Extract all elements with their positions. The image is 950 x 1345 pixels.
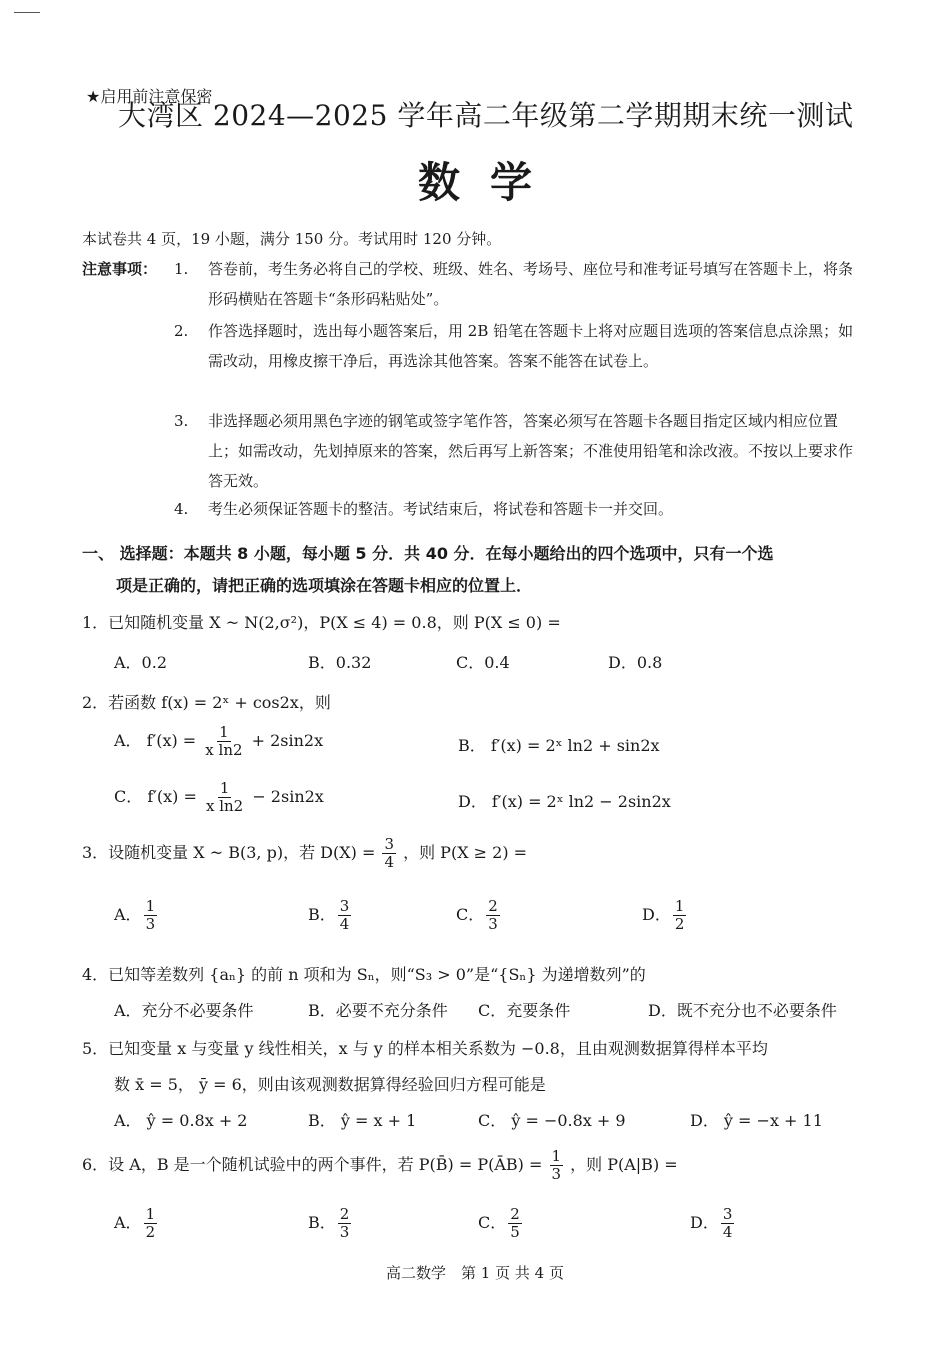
frac-num: 1 <box>145 897 156 915</box>
q6-stem <box>82 1148 678 1183</box>
q6-stem-post: ，则 P(A|B) = <box>570 1155 678 1174</box>
q6-option-a <box>114 1206 159 1241</box>
q2-option-d: D． f′(x) = 2ˣ ln2 − 2sin2x <box>458 792 671 811</box>
q6-option-c <box>478 1206 524 1241</box>
q3-stem <box>82 836 527 871</box>
q3-option-b <box>308 898 353 933</box>
frac-den: 4 <box>384 853 394 871</box>
q3-stem-pre: 3．设随机变量 X ~ B(3, p)，若 D(X) = <box>82 843 376 862</box>
q3-a-fraction <box>144 898 158 933</box>
q2-option-a <box>114 724 323 759</box>
notice-text: 非选择题必须用黑色字迹的钢笔或签字笔作答，答案必须写在答题卡各题目指定区域内相应位置上；如需改动，先划掉原来的答案，然后再写上新答案；不准使用铅笔和涂改液。不按以上要求作答无效。 <box>208 412 854 490</box>
q3-stem-fraction <box>382 836 396 871</box>
q6-d-fraction <box>721 1206 735 1241</box>
q1-option-b: B．0.32 <box>308 653 372 672</box>
option-label: D． <box>690 1213 719 1232</box>
frac-num: 1 <box>674 897 685 915</box>
q4-stem: 4．已知等差数列 {aₙ} 的前 n 项和为 Sₙ，则“S₃ > 0”是“{Sₙ} 为递增数列”的 <box>82 965 646 984</box>
notice-text: 作答选择题时，选出每小题答案后，用 2B 铅笔在答题卡上将对应题目选项的答案信息点涂黑；如需改动，用橡皮擦干净后，再选涂其他答案。答案不能答在试卷上。 <box>208 322 854 370</box>
option-label: D． <box>642 905 671 924</box>
q5-stem-line-2: 数 x̄ = 5， ȳ = 6，则由该观测数据算得经验回归方程可能是 <box>114 1075 546 1094</box>
q2-a-post: + 2sin2x <box>251 731 324 750</box>
notice-label: 注意事项： <box>82 260 158 278</box>
frac-num: 3 <box>384 835 394 853</box>
frac-num: 2 <box>339 1205 350 1223</box>
q3-b-fraction <box>338 898 352 933</box>
frac-den: 4 <box>339 915 350 933</box>
q2-stem: 2．若函数 f(x) = 2ˣ + cos2x，则 <box>82 693 331 712</box>
q2-a-pre: A． f′(x) = <box>114 731 197 750</box>
exam-title: 大湾区 2024—2025 学年高二年级第二学期期末统一测试 <box>118 99 854 132</box>
frac-num: 3 <box>722 1205 733 1223</box>
q4-option-b: B．必要不充分条件 <box>308 1001 448 1020</box>
confidential-note: ★启用前注意保密 <box>86 87 213 106</box>
frac-den: x ln2 <box>205 741 243 759</box>
frac-num: 2 <box>488 897 498 915</box>
frac-den: 2 <box>145 1223 156 1241</box>
notice-block <box>82 254 882 524</box>
frac-den: 3 <box>145 915 156 933</box>
notice-text: 答卷前，考生务必将自己的学校、班级、姓名、考场号、座位号和准考证号填写在答题卡上，将条形码横贴在答题卡“条形码粘贴处”。 <box>208 260 854 308</box>
section-heading <box>82 538 872 602</box>
q2-c-pre: C． f′(x) = <box>114 787 197 806</box>
q5-option-c: C． ŷ = −0.8x + 9 <box>478 1111 626 1130</box>
section-line-1: 一、 选择题：本题共 8 小题，每小题 5 分．共 40 分．在每小题给出的四个选项中，只有一个选 <box>82 544 774 563</box>
frac-den: 5 <box>510 1223 520 1241</box>
frac-num: 1 <box>145 1205 156 1223</box>
option-label: A． <box>114 905 142 924</box>
q3-stem-post: ，则 P(X ≥ 2) = <box>403 843 528 862</box>
frac-num: 1 <box>219 779 230 797</box>
q6-stem-pre: 6．设 A，B 是一个随机试验中的两个事件，若 P(B̄) = P(ĀB) = <box>82 1155 543 1174</box>
q4-option-d: D．既不充分也不必要条件 <box>648 1001 837 1020</box>
option-label: A． <box>114 1213 142 1232</box>
q2-option-c <box>114 780 324 815</box>
q6-stem-fraction <box>550 1148 564 1183</box>
option-label: C． <box>478 1213 507 1232</box>
q1-stem: 1．已知随机变量 X ~ N(2,σ²)，P(X ≤ 4) = 0.8，则 P(X ≤ 0) = <box>82 613 561 632</box>
option-label: C． <box>456 905 485 924</box>
notice-num: 1. <box>174 260 189 278</box>
q6-b-fraction <box>338 1206 352 1241</box>
q1-option-d: D．0.8 <box>608 653 663 672</box>
exam-intro: 本试卷共 4 页，19 小题，满分 150 分。考试用时 120 分钟。 <box>82 230 502 248</box>
q6-c-fraction <box>508 1206 522 1241</box>
q3-option-d <box>642 898 688 933</box>
frac-num: 3 <box>339 897 350 915</box>
notice-num: 2. <box>174 322 189 340</box>
q5-option-d: D． ŷ = −x + 11 <box>690 1111 823 1130</box>
option-label: B． <box>308 1213 336 1232</box>
frac-den: 3 <box>339 1223 350 1241</box>
q1-option-a: A．0.2 <box>114 653 168 672</box>
q3-c-fraction <box>486 898 500 933</box>
q2-option-b: B． f′(x) = 2ˣ ln2 + sin2x <box>458 736 660 755</box>
section-line-2: 项是正确的，请把正确的选项填涂在答题卡相应的位置上． <box>116 576 533 595</box>
option-label: B． <box>308 905 336 924</box>
frac-den: 4 <box>722 1223 733 1241</box>
q3-option-a <box>114 898 159 933</box>
q6-option-b <box>308 1206 353 1241</box>
q5-option-a: A． ŷ = 0.8x + 2 <box>114 1111 248 1130</box>
q4-option-a: A．充分不必要条件 <box>114 1001 254 1020</box>
q6-option-d <box>690 1206 736 1241</box>
q4-option-c: C．充要条件 <box>478 1001 571 1020</box>
frac-den: 2 <box>674 915 685 933</box>
frac-num: 1 <box>551 1147 562 1165</box>
q2-c-post: − 2sin2x <box>252 787 324 806</box>
q3-option-c <box>456 898 502 933</box>
q2-c-fraction <box>204 780 245 815</box>
q5-stem-line-1: 5．已知变量 x 与变量 y 线性相关，x 与 y 的样本相关系数为 −0.8，且由观测数据算得样本平均 <box>82 1039 768 1058</box>
frac-den: 3 <box>488 915 498 933</box>
frac-den: 3 <box>551 1165 562 1183</box>
page-footer: 高二数学 第 1 页 共 4 页 <box>386 1264 564 1282</box>
frac-num: 2 <box>510 1205 520 1223</box>
subject-title: 数学 <box>417 158 562 207</box>
notice-num: 4. <box>174 500 189 518</box>
corner-mark <box>14 12 40 13</box>
notice-text: 考生必须保证答题卡的整洁。考试结束后，将试卷和答题卡一并交回。 <box>208 500 674 518</box>
q5-option-b: B． ŷ = x + 1 <box>308 1111 417 1130</box>
q2-a-fraction <box>203 724 244 759</box>
q6-a-fraction <box>144 1206 158 1241</box>
q1-option-c: C．0.4 <box>456 653 510 672</box>
notice-num: 3. <box>174 412 189 430</box>
frac-num: 1 <box>219 723 229 741</box>
frac-den: x ln2 <box>205 797 244 815</box>
q3-d-fraction <box>673 898 687 933</box>
